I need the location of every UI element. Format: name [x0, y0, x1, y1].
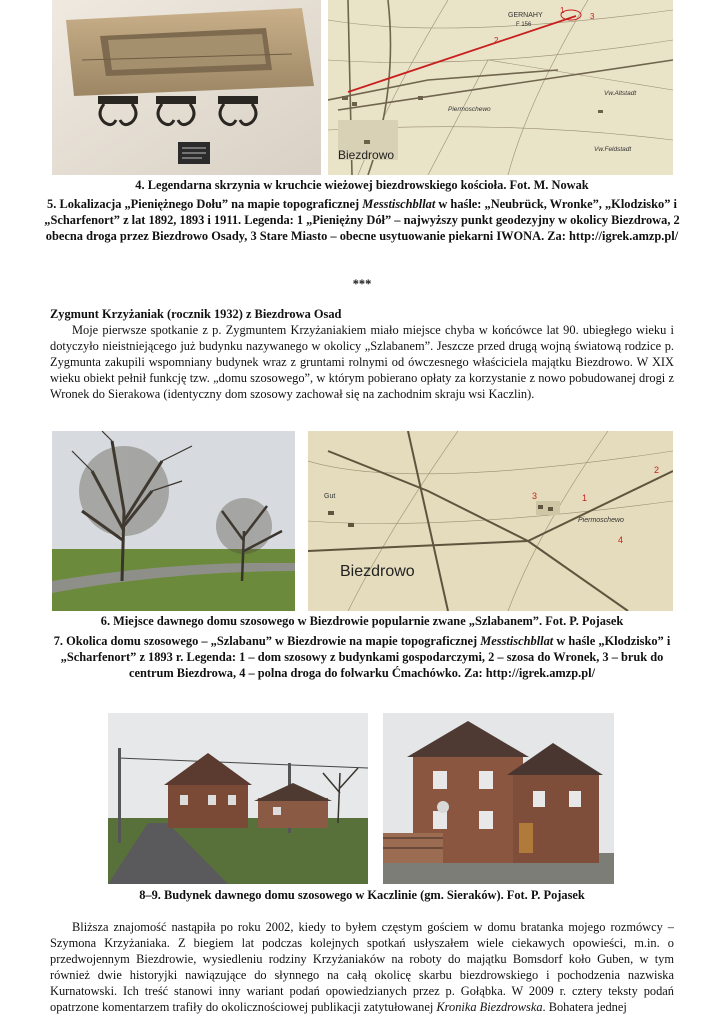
caption-fig5: [40, 196, 684, 244]
paragraph-2-end: . Bohatera jednej: [542, 1000, 627, 1014]
photo-legendary-chest: [52, 0, 321, 175]
caption-fig7: [40, 633, 684, 681]
caption-fig7-rest: w haśle „Klodzisko” i „Scharfenort” z 1893 r. Legenda: 1 – dom szosowy z budynkami gospodarczymi, 2 – szosa do Wronek, 3 – bruk do centrum Biezdrowa, 4 – polna droga do folwarku Ćmachówko. Za: http://igrek.amzp.pl/: [60, 634, 671, 680]
map7-label-gut: Gut: [324, 493, 336, 500]
photo-szlaban-site: [52, 431, 295, 611]
map5-label-area: Piermoschewo: [448, 106, 491, 113]
paragraph-1: Moje pierwsze spotkanie z p. Zygmuntem Krzyżaniakiem miało miejsce chyba w końcówce lat 90. ubiegłego wieku i dotyczyło nieistniejącego już budynku nazywanego w okolicy „Szlabanem”. Jeszcze przed drugą wojną światową rodzice p. Zygmunta zakupili wspomniany budynek wraz z gruntami rolnymi od ówczesnego właściciela majątku Biezdrowo. W XIX wieku obiekt pełnił funkcję tzw. „domu szosowego”, w którym pobierano opłaty za korzystanie z nowo pobudowanej drogi z Wronek do Sierakowa (identyczny dom szosowy zachował się na zachodnim skraju wsi Kaczlin).: [50, 323, 674, 401]
map7-legend-1: 1: [582, 493, 588, 503]
caption-fig5-italic: Messtischbllat: [362, 197, 436, 211]
paragraph-2-italic: Kronika Biezdrowska: [436, 1000, 543, 1014]
map5-legend-1: 1: [560, 6, 565, 15]
photo-kaczlin-house: [383, 713, 614, 884]
map7-legend-4: 4: [618, 535, 624, 545]
map5-label-vw-altstadt: Vw.Altstadt: [604, 90, 637, 97]
map5-label-town: Biezdrowo: [338, 148, 395, 162]
map5-legend-2: 2: [494, 36, 499, 45]
section-heading: Zygmunt Krzyżaniak (rocznik 1932) z Biezdrowa Osad: [50, 307, 342, 321]
map7-label-town: Biezdrowo: [340, 563, 415, 580]
section-separator: ***: [352, 277, 372, 291]
map7-legend-2: 2: [654, 465, 660, 475]
caption-fig5-prefix: 5. Lokalizacja „Pieniężnego Dołu” na mapie topograficznej: [47, 197, 363, 211]
map5-label-gernahy: GERNAHY: [508, 12, 543, 19]
paragraph-2: [50, 919, 674, 1015]
photo-kaczlin-road: [108, 713, 368, 884]
caption-fig4: 4. Legendarna skrzynia w kruchcie wieżowej biezdrowskiego kościoła. Fot. M. Nowak: [135, 178, 589, 192]
map5-label-vw-feldstadt: Vw.Feldstadt: [594, 146, 632, 153]
map-szlaban-area: [308, 431, 673, 611]
map-pieniezny-dol: [328, 0, 673, 175]
caption-fig89: 8–9. Budynek dawnego domu szosowego w Kaczlinie (gm. Sieraków). Fot. P. Pojasek: [139, 888, 585, 902]
paragraph-2-main: Bliższa znajomość nastąpiła po roku 2002, kiedy to byłem częstym gościem w domu bratanka mojego rozmówcy – Szymona Krzyżaniaka. Z biegiem lat podczas kolejnych spotkań usłyszałem wiele ciekawych opowieści, m.in. o przedwojennym Biezdrowie, wysiedleniu rodziny Krzyżaniaków na roboty do majątku Bomsdorf koło Guben, w tym również dwie historyjki nawiązujące do słynnego na całą okolicę skarbu biezdrowskiego i pochodzenia nazwiska Kurnatowski. Ich treść stanowi inny wariant podań opowiedzianych przez p. Gołąbka. W 2009 r. cztery teksty podań opatrzone komentarzem trafiły do okolicznościowej publikacji zatytułowanej: [50, 920, 674, 1014]
map7-legend-3: 3: [532, 491, 538, 501]
caption-fig7-prefix: 7. Okolica domu szosowego – „Szlabanu” w Biezdrowie na mapie topograficznej: [53, 634, 481, 648]
caption-fig5-rest: w haśle: „Neubrück, Wronke”, „Klodzisko” i „Scharfenort” z lat 1892, 1893 i 1911. Legenda: 1 „Pieniężny Dół” – najwyższy punkt geodezyjny w okolicy Biezdrowa, 2 obecna droga przez Biezdrowo Osady, 3 Stare Miasto – obecne usytuowanie piekarni IWONA. Za: http://igrek.amzp.pl/: [44, 197, 680, 243]
caption-fig7-italic: Messtischbllat: [480, 634, 554, 648]
map5-legend-3: 3: [590, 12, 595, 21]
map7-label-area: Piermoschewo: [578, 517, 624, 524]
map5-label-code: F 156: [516, 22, 532, 28]
caption-fig6: 6. Miejsce dawnego domu szosowego w Biezdrowie popularnie zwane „Szlabanem”. Fot. P. Pojasek: [100, 614, 624, 628]
